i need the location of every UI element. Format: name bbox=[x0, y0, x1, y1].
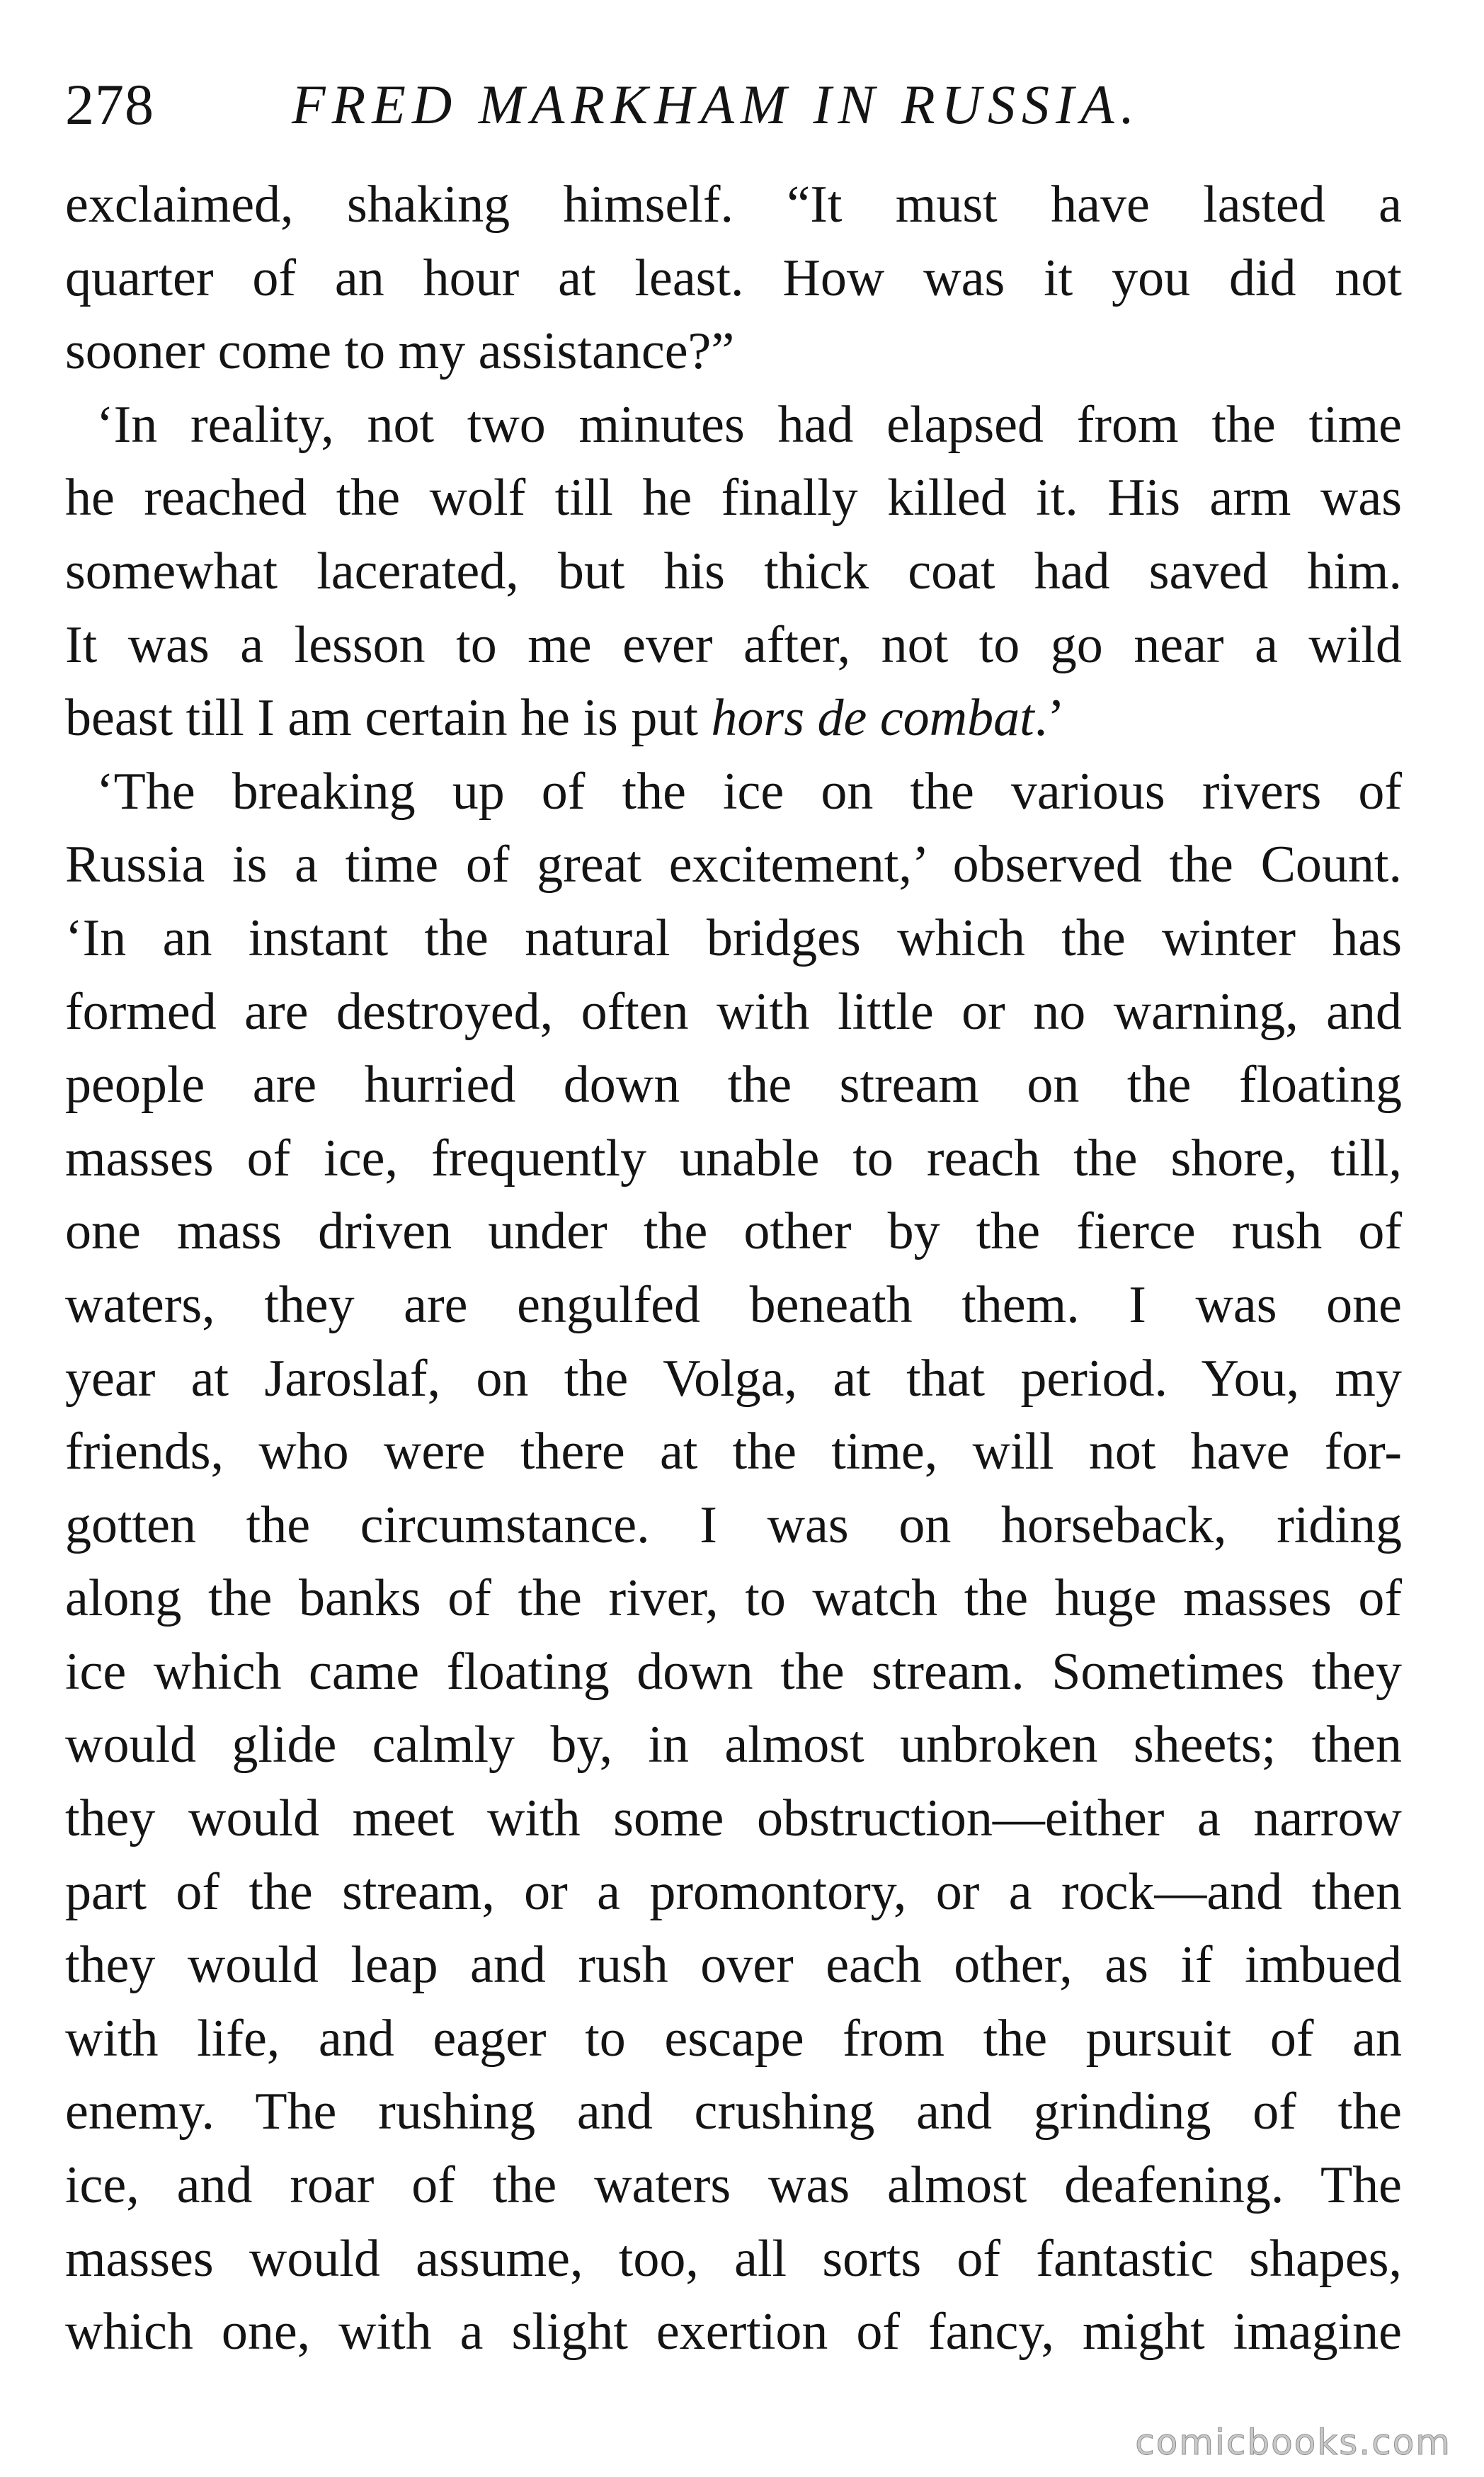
text-line: somewhat lacerated, but his thick coat had saved him. bbox=[65, 542, 1402, 600]
paragraph-1 bbox=[65, 169, 1402, 389]
text-line: they would leap and rush over each other, as if imbued bbox=[65, 1936, 1402, 1995]
text-line: ‘In reality, not two minutes had elapsed from the time bbox=[96, 395, 1402, 454]
text-line: would glide calmly by, in almost unbroken sheets; then bbox=[65, 1716, 1402, 1775]
paragraph-3 bbox=[65, 756, 1402, 2369]
text-line: ‘In an instant the natural bridges which the winter has bbox=[65, 909, 1402, 967]
watermark: comicbooks.com bbox=[1135, 2422, 1451, 2463]
text-line: they would meet with some obstruction—either a narrow bbox=[65, 1789, 1402, 1848]
text-line: with life, and eager to escape from the pursuit of an bbox=[65, 2009, 1402, 2068]
body-text bbox=[65, 169, 1402, 2369]
running-title: FRED MARKHAM IN RUSSIA. bbox=[292, 74, 1141, 135]
text-line: It was a lesson to me ever after, not to go near a wild bbox=[65, 615, 1402, 674]
text-line: he reached the wolf till he finally killed it. His arm was bbox=[65, 469, 1402, 528]
text-line: beast till I am certain he is put hors de combat.’ bbox=[65, 689, 1065, 748]
text-line: part of the stream, or a promontory, or a rock—and then bbox=[65, 1862, 1402, 1921]
text-line: ‘The breaking up of the ice on the various rivers of bbox=[96, 762, 1402, 821]
text-line: friends, who were there at the time, will not have for- bbox=[65, 1423, 1402, 1481]
text-line: gotten the circumstance. I was on horseback, riding bbox=[65, 1496, 1402, 1554]
text-line: formed are destroyed, often with little or no warning, and bbox=[65, 982, 1402, 1041]
text-line: one mass driven under the other by the fierce rush of bbox=[65, 1202, 1402, 1261]
text-line: along the banks of the river, to watch the huge masses of bbox=[65, 1569, 1402, 1628]
text-line: year at Jaroslaf, on the Volga, at that period. You, my bbox=[65, 1349, 1402, 1408]
text-line: ice, and roar of the waters was almost deafening. The bbox=[65, 2156, 1402, 2215]
text-line: ice which came floating down the stream. Sometimes they bbox=[65, 1642, 1402, 1701]
text-line: sooner come to my assistance?” bbox=[65, 322, 735, 381]
text-line: quarter of an hour at least. How was it you did not bbox=[65, 249, 1402, 307]
running-head bbox=[65, 62, 1410, 147]
paragraph-2 bbox=[65, 389, 1402, 756]
text-line: waters, they are engulfed beneath them. I was one bbox=[65, 1275, 1402, 1334]
text-line: which one, with a slight exertion of fancy, might imagine bbox=[65, 2303, 1402, 2362]
italic-phrase: hors de combat bbox=[711, 689, 1034, 748]
text-line: enemy. The rushing and crushing and grinding of the bbox=[65, 2083, 1402, 2141]
text-line: Russia is a time of great excitement,’ observed the Count. bbox=[65, 836, 1402, 894]
text-line: masses of ice, frequently unable to reach the shore, till, bbox=[65, 1129, 1402, 1188]
text-line: people are hurried down the stream on the floating bbox=[65, 1056, 1402, 1115]
text-line: masses would assume, too, all sorts of fantastic shapes, bbox=[65, 2229, 1402, 2288]
text-line: exclaimed, shaking himself. “It must have lasted a bbox=[65, 176, 1402, 234]
page-number: 278 bbox=[65, 72, 154, 137]
